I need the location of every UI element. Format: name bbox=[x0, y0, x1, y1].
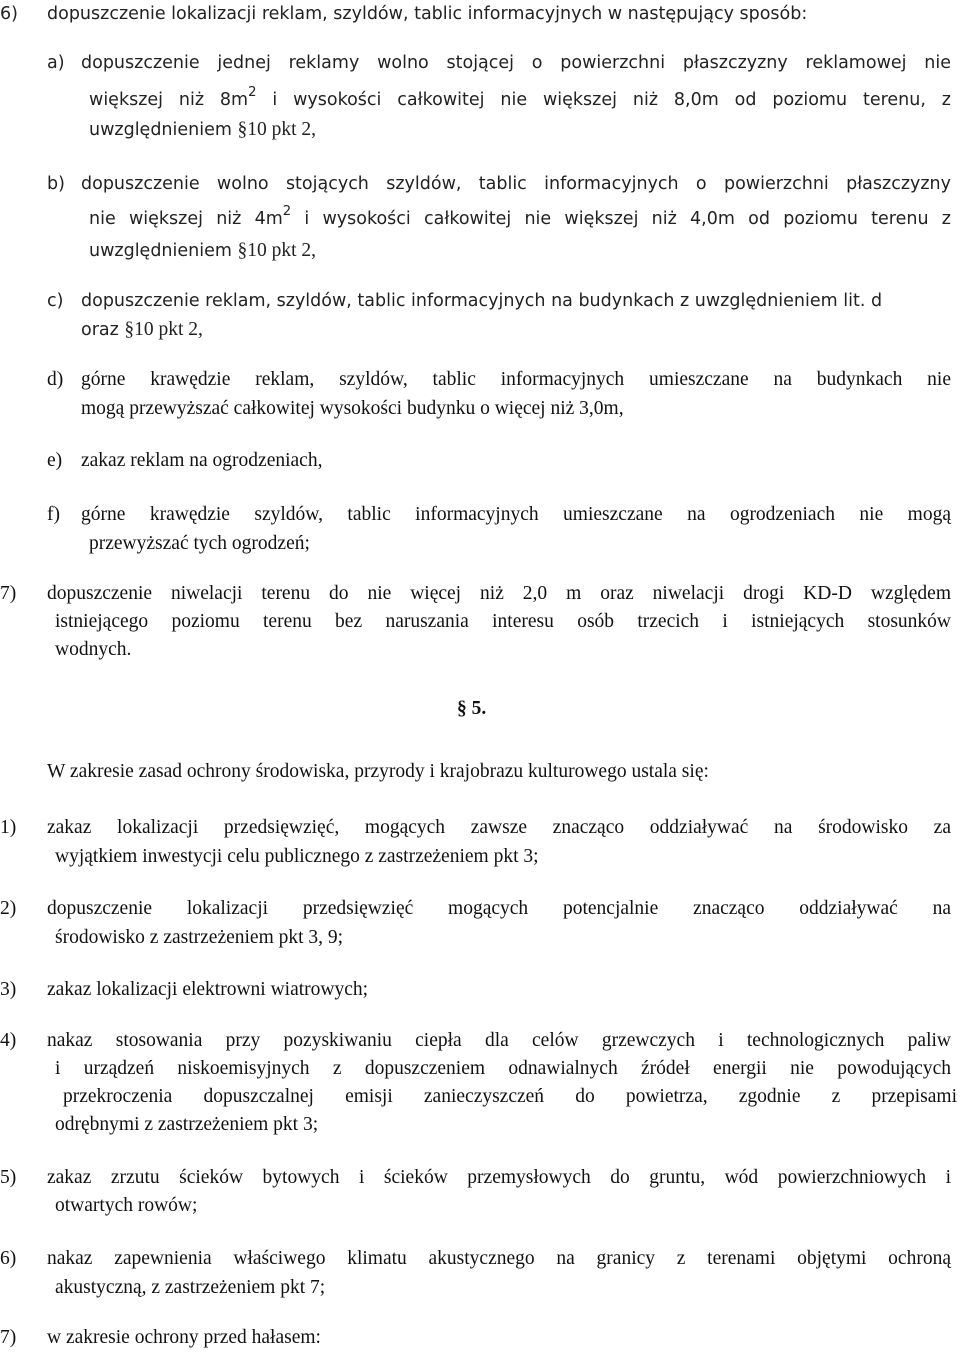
item-line: w zakresie ochrony przed hałasem: bbox=[47, 1327, 321, 1348]
superscript: 2 bbox=[248, 85, 257, 101]
item-number: 6) bbox=[0, 4, 18, 24]
item-line: otwartych rowów; bbox=[55, 1195, 198, 1216]
item-line: dopuszczenie lokalizacji przedsięwzięć mogących potencjalnie znacząco oddziaływać na bbox=[47, 898, 951, 919]
subitem-line: uwzględnieniem §10 pkt 2, bbox=[89, 119, 317, 140]
subitem-label: b) bbox=[47, 174, 65, 194]
item-line: zakaz lokalizacji przedsięwzięć, mogących zawsze znacząco oddziaływać na środowisko za bbox=[47, 817, 951, 838]
item-line: środowisko z zastrzeżeniem pkt 3, 9; bbox=[55, 927, 344, 948]
item-line: wyjątkiem inwestycji celu publicznego z zastrzeżeniem pkt 3; bbox=[55, 846, 539, 867]
item-number: 5) bbox=[0, 1167, 17, 1188]
subitem-line: dopuszczenie jednej reklamy wolno stojącej o powierzchni płaszczyzny reklamowej nie bbox=[81, 53, 951, 73]
subitem-line: dopuszczenie wolno stojących szyldów, tablic informacyjnych o powierzchni płaszczyzny bbox=[81, 174, 951, 194]
section-title: § 5. bbox=[457, 698, 487, 719]
subitem-label: e) bbox=[47, 450, 63, 471]
item-number: 2) bbox=[0, 898, 17, 919]
item-line: i urządzeń niskoemisyjnych z dopuszczeniem odnawialnych źródeł energii nie powodujących bbox=[55, 1058, 951, 1079]
item-line: przekroczenia dopuszczalnej emisji zanieczyszczeń do powietrza, zgodnie z przepisami bbox=[63, 1086, 957, 1107]
subitem-line: uwzględnieniem §10 pkt 2, bbox=[89, 240, 317, 261]
subitem-line: górne krawędzie szyldów, tablic informacyjnych umieszczane na ogrodzeniach nie mogą bbox=[81, 504, 951, 525]
item-number: 4) bbox=[0, 1030, 17, 1051]
item-line: dopuszczenie niwelacji terenu do nie więcej niż 2,0 m oraz niwelacji drogi KD-D względem bbox=[47, 583, 951, 604]
item-line: wodnych. bbox=[55, 639, 132, 660]
item-line: akustyczną, z zastrzeżeniem pkt 7; bbox=[55, 1277, 326, 1298]
item-line: istniejącego poziomu terenu bez naruszania interesu osób trzecich i istniejących stosunków bbox=[55, 611, 951, 632]
item-line: nakaz zapewnienia właściwego klimatu akustycznego na granicy z terenami objętymi ochroną bbox=[47, 1248, 951, 1269]
item-text: dopuszczenie lokalizacji reklam, szyldów, tablic informacyjnych w następujący sposób: bbox=[47, 4, 808, 24]
item-number: 6) bbox=[0, 1248, 17, 1269]
subitem-line: dopuszczenie reklam, szyldów, tablic informacyjnych na budynkach z uwzględnieniem lit. d bbox=[81, 291, 883, 311]
item-line: nakaz stosowania przy pozyskiwaniu ciepła dla celów grzewczych i technologicznych paliw bbox=[47, 1030, 951, 1051]
superscript: 2 bbox=[282, 204, 292, 220]
item-number: 7) bbox=[0, 583, 17, 604]
item-line: zakaz zrzutu ścieków bytowych i ścieków przemysłowych do gruntu, wód powierzchniowych i bbox=[47, 1167, 951, 1188]
subitem-label: c) bbox=[47, 291, 64, 311]
intro-text: W zakresie zasad ochrony środowiska, przyrody i krajobrazu kulturowego ustala się: bbox=[47, 761, 709, 782]
subitem-label: f) bbox=[47, 504, 60, 525]
subitem-label: a) bbox=[47, 53, 65, 73]
item-line: odrębnymi z zastrzeżeniem pkt 3; bbox=[55, 1114, 319, 1135]
item-number: 1) bbox=[0, 817, 17, 838]
subitem-line: oraz §10 pkt 2, bbox=[81, 319, 203, 340]
item-line: zakaz lokalizacji elektrowni wiatrowych; bbox=[47, 979, 369, 1000]
subitem-line: nie większej niż $4m^2$ i wysokości całkowitej nie większej niż 4,0m od poziomu terenu z bbox=[89, 204, 951, 229]
subitem-line: większej niż $8m^2$ i wysokości całkowitej nie większej niż 8,0m od poziomu terenu, z bbox=[89, 85, 951, 110]
item-number: 7) bbox=[0, 1327, 17, 1348]
subitem-line: mogą przewyższać całkowitej wysokości budynku o więcej niż 3,0m, bbox=[81, 398, 624, 419]
subitem-label: d) bbox=[47, 369, 64, 390]
subitem-line: górne krawędzie reklam, szyldów, tablic informacyjnych umieszczane na budynkach nie bbox=[81, 369, 951, 390]
subitem-line: zakaz reklam na ogrodzeniach, bbox=[81, 450, 323, 471]
subitem-line: przewyższać tych ogrodzeń; bbox=[89, 533, 310, 554]
item-number: 3) bbox=[0, 979, 17, 1000]
